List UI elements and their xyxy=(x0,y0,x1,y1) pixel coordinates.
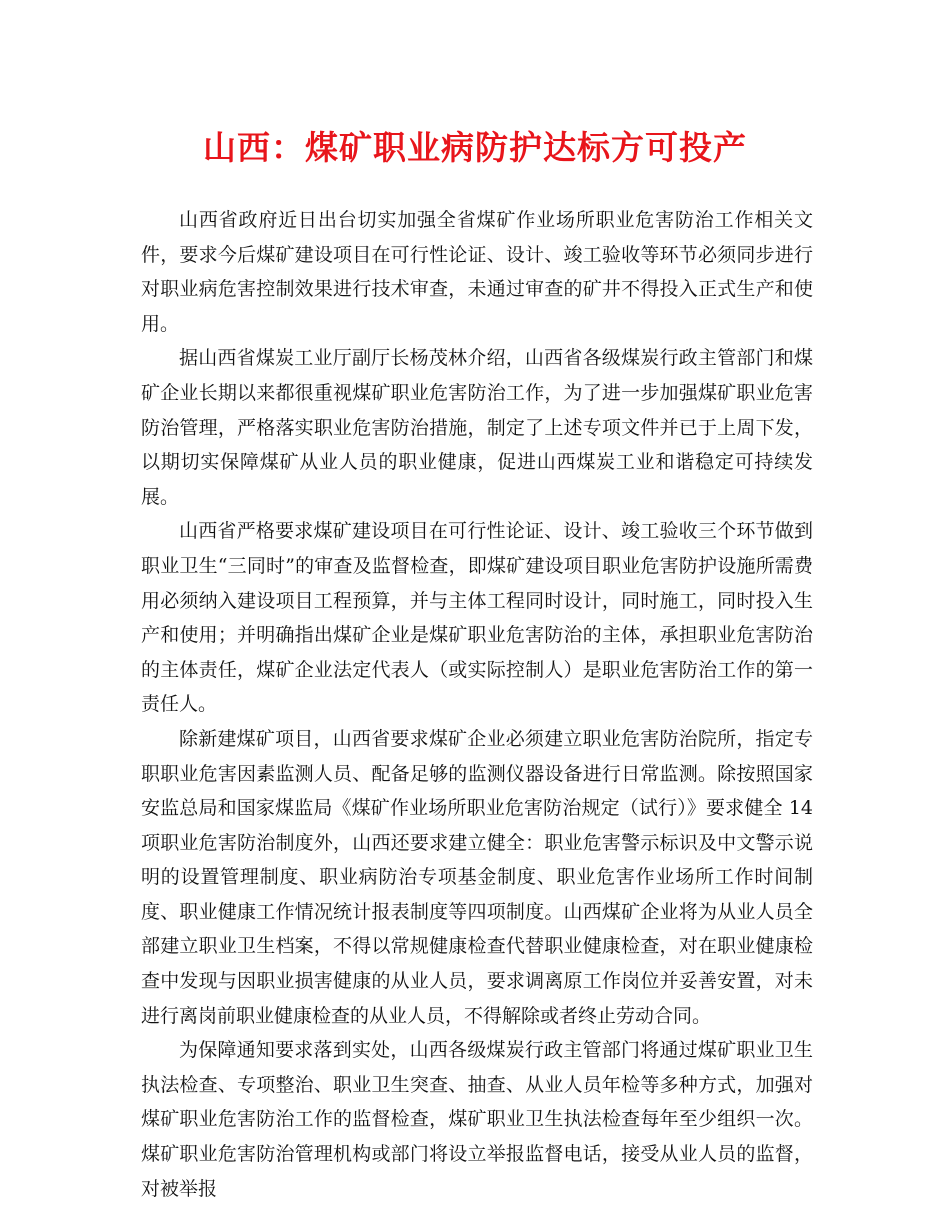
paragraph-4: 除新建煤矿项目，山西省要求煤矿企业必须建立职业危害防治院所，指定专职职业危害因素监测人员、配备足够的监测仪器设备进行日常监测。除按照国家安监总局和国家煤监局《煤矿作业场所职业危害防治规定（试行）》要求健全 14 项职业危害防治制度外，山西还要求建立健全：职业危害警示标识及中文警示说明的设置管理制度、职业病防治专项基金制度、职业危害作业场所工作时间制度、职业健康工作情况统计报表制度等四项制度。山西煤矿企业将为从业人员全部建立职业卫生档案，不得以常规健康检查代替职业健康检查，对在职业健康检查中发现与因职业损害健康的从业人员，要求调离原工作岗位并妥善安置，对未进行离岗前职业健康检查的从业人员，不得解除或者终止劳动合同。 xyxy=(141,727,813,1027)
paragraph-5: 为保障通知要求落到实处，山西各级煤炭行政主管部门将通过煤矿职业卫生执法检查、专项整治、职业卫生突查、抽查、从业人员年检等多种方式，加强对煤矿职业危害防治工作的监督检查，煤矿职业卫生执法检查每年至少组织一次。煤矿职业危害防治管理机构或部门将设立举报监督电话，接受从业人员的监督，对被举报 xyxy=(141,1039,813,1200)
paragraph-2: 据山西省煤炭工业厅副厅长杨茂林介绍，山西省各级煤炭行政主管部门和煤矿企业长期以来都很重视煤矿职业危害防治工作，为了进一步加强煤矿职业危害防治管理，严格落实职业危害防治措施，制定了上述专项文件并已于上周下发，以期切实保障煤矿从业人员的职业健康，促进山西煤炭工业和谐稳定可持续发展。 xyxy=(141,347,813,508)
paragraph-1: 山西省政府近日出台切实加强全省煤矿作业场所职业危害防治工作相关文件，要求今后煤矿建设项目在可行性论证、设计、竣工验收等环节必须同步进行对职业病危害控制效果进行技术审查，未通过审查的矿井不得投入正式生产和使用。 xyxy=(141,209,813,335)
page-title: 山西：煤矿职业病防护达标方可投产 xyxy=(203,128,747,167)
article-body xyxy=(141,203,813,1206)
paragraph-3: 山西省严格要求煤矿建设项目在可行性论证、设计、竣工验收三个环节做到职业卫生“三同时”的审查及监督检查，即煤矿建设项目职业危害防护设施所需费用必须纳入建设项目工程预算，并与主体工程同时设计，同时施工，同时投入生产和使用；并明确指出煤矿企业是煤矿职业危害防治的主体，承担职业危害防治的主体责任，煤矿企业法定代表人（或实际控制人）是职业危害防治工作的第一责任人。 xyxy=(141,520,813,716)
